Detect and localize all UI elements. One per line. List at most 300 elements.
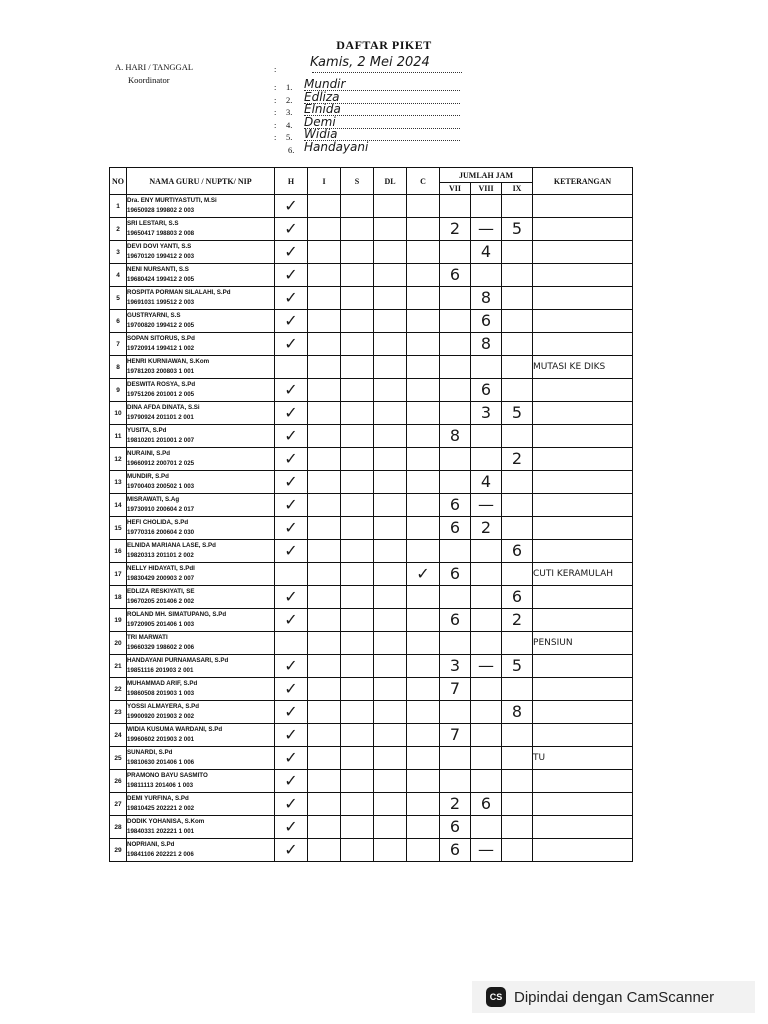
cell-ix: 5: [502, 402, 533, 425]
cell-ix: [502, 678, 533, 701]
cell-c: [407, 816, 440, 839]
cell-ix: [502, 195, 533, 218]
cell-ix: [502, 839, 533, 862]
table-row: [110, 609, 633, 632]
cell-keterangan: [533, 770, 633, 793]
officer-name: Edliza: [304, 89, 340, 104]
cell-i: [308, 632, 341, 655]
cell-keterangan: [533, 655, 633, 678]
cell-viii: [471, 632, 502, 655]
header-jumlah-jam: JUMLAH JAM: [440, 168, 533, 183]
cell-keterangan: [533, 586, 633, 609]
cell-ix: [502, 724, 533, 747]
cell-dl: [374, 793, 407, 816]
cell-vii: 6: [440, 816, 471, 839]
cell-dl: [374, 310, 407, 333]
cell-i: [308, 218, 341, 241]
header-i: I: [308, 168, 341, 195]
cell-vii: [440, 356, 471, 379]
cell-keterangan: [533, 701, 633, 724]
cell-keterangan: [533, 678, 633, 701]
teacher-name: ELNIDA MARIANA LASE, S.Pd: [127, 542, 216, 549]
cell-keterangan: [533, 241, 633, 264]
cell-no: 19: [110, 609, 127, 632]
table-row: [110, 770, 633, 793]
officer-number: 5.: [286, 132, 293, 142]
cell-i: [308, 448, 341, 471]
cell-viii: —: [471, 839, 502, 862]
cell-no: 17: [110, 563, 127, 586]
cell-c: [407, 402, 440, 425]
cell-keterangan: [533, 264, 633, 287]
cell-teacher: [127, 379, 275, 402]
cell-viii: [471, 701, 502, 724]
cell-dl: [374, 563, 407, 586]
cell-viii: 6: [471, 793, 502, 816]
cell-h: ✓: [275, 701, 308, 724]
table-row: [110, 632, 633, 655]
cell-s: [341, 287, 374, 310]
header-ix: IX: [502, 183, 533, 195]
teacher-name: ROSPITA PORMAN SILALAHI, S.Pd: [127, 289, 231, 296]
cell-no: 9: [110, 379, 127, 402]
cell-teacher: [127, 724, 275, 747]
teacher-name: EDLIZA RESKIYATI, SE: [127, 588, 195, 595]
teacher-nip: 19900920 201903 2 002: [127, 713, 195, 720]
cell-ix: [502, 632, 533, 655]
cell-h: ✓: [275, 379, 308, 402]
cell-h: [275, 563, 308, 586]
cell-i: [308, 333, 341, 356]
header-c: C: [407, 168, 440, 195]
cell-teacher: [127, 655, 275, 678]
teacher-nip: 19960602 201903 2 001: [127, 736, 195, 743]
cell-s: [341, 609, 374, 632]
teacher-nip: 19781203 200803 1 001: [127, 368, 195, 375]
cell-vii: 8: [440, 425, 471, 448]
cell-c: [407, 264, 440, 287]
cell-no: 15: [110, 517, 127, 540]
teacher-name: DEVI DOVI YANTI, S.S: [127, 243, 192, 250]
teacher-nip: 19680424 199412 2 005: [127, 276, 195, 283]
cell-i: [308, 471, 341, 494]
cell-i: [308, 793, 341, 816]
teacher-nip: 19810201 201001 2 007: [127, 437, 195, 444]
cell-i: [308, 724, 341, 747]
date-value: Kamis, 2 Mei 2024: [310, 55, 430, 70]
cell-viii: 6: [471, 310, 502, 333]
camscanner-logo-icon: CS: [486, 987, 506, 1007]
cell-viii: [471, 195, 502, 218]
teacher-name: ROLAND MH. SIMATUPANG, S.Pd: [127, 611, 227, 618]
cell-no: 23: [110, 701, 127, 724]
cell-teacher: [127, 839, 275, 862]
table-row: [110, 816, 633, 839]
officer-name: Demi: [304, 114, 336, 129]
teacher-nip: 19790924 201101 2 001: [127, 414, 194, 421]
cell-dl: [374, 356, 407, 379]
table-row: [110, 356, 633, 379]
cell-ix: 6: [502, 540, 533, 563]
cell-no: 29: [110, 839, 127, 862]
table-row: [110, 701, 633, 724]
cell-i: [308, 425, 341, 448]
cell-viii: [471, 356, 502, 379]
cell-no: 24: [110, 724, 127, 747]
cell-keterangan: [533, 494, 633, 517]
cell-dl: [374, 724, 407, 747]
cell-viii: [471, 747, 502, 770]
cell-vii: [440, 701, 471, 724]
cell-viii: —: [471, 655, 502, 678]
officer-number: 1.: [286, 82, 293, 92]
cell-s: [341, 425, 374, 448]
cell-keterangan: [533, 310, 633, 333]
teacher-nip: 19720905 201406 1 003: [127, 621, 195, 628]
teacher-nip: 19820313 201101 2 002: [127, 552, 194, 559]
cell-c: [407, 540, 440, 563]
cell-dl: [374, 816, 407, 839]
table-row: [110, 310, 633, 333]
teacher-name: SOPAN SITORUS, S.Pd: [127, 335, 195, 342]
cell-s: [341, 310, 374, 333]
officer-number: 3.: [286, 107, 293, 117]
officer-colon: :: [274, 132, 277, 142]
cell-no: 1: [110, 195, 127, 218]
cell-vii: [440, 195, 471, 218]
cell-ix: [502, 494, 533, 517]
cell-no: 8: [110, 356, 127, 379]
cell-s: [341, 747, 374, 770]
cell-vii: 7: [440, 678, 471, 701]
cell-c: [407, 195, 440, 218]
cell-keterangan: [533, 517, 633, 540]
cell-keterangan: PENSIUN: [533, 632, 633, 655]
colon-date: :: [274, 64, 277, 74]
cell-teacher: [127, 517, 275, 540]
cell-c: [407, 241, 440, 264]
teacher-name: PRAMONO BAYU SASMITO: [127, 772, 208, 779]
header-viii: VIII: [471, 183, 502, 195]
teacher-name: YUSITA, S.Pd: [127, 427, 167, 434]
cell-no: 6: [110, 310, 127, 333]
cell-keterangan: [533, 793, 633, 816]
cell-ix: [502, 356, 533, 379]
cell-vii: 7: [440, 724, 471, 747]
cell-ix: [502, 287, 533, 310]
table-row: [110, 793, 633, 816]
cell-viii: [471, 264, 502, 287]
table-row: [110, 494, 633, 517]
teacher-name: HANDAYANI PURNAMASARI, S.Pd: [127, 657, 229, 664]
document-title: DAFTAR PIKET: [336, 38, 432, 52]
cell-i: [308, 701, 341, 724]
cell-h: ✓: [275, 839, 308, 862]
header-dl: DL: [374, 168, 407, 195]
cell-viii: —: [471, 218, 502, 241]
officer-number: 6.: [288, 144, 295, 155]
cell-vii: [440, 747, 471, 770]
cell-h: ✓: [275, 333, 308, 356]
teacher-nip: 19660912 200701 2 025: [127, 460, 195, 467]
cell-teacher: [127, 287, 275, 310]
cell-h: ✓: [275, 494, 308, 517]
cell-no: 13: [110, 471, 127, 494]
table-row: [110, 655, 633, 678]
cell-ix: [502, 310, 533, 333]
cell-dl: [374, 425, 407, 448]
cell-teacher: [127, 494, 275, 517]
cell-s: [341, 540, 374, 563]
cell-dl: [374, 471, 407, 494]
cell-dl: [374, 379, 407, 402]
teacher-nip: 19700820 199412 2 005: [127, 322, 195, 329]
teacher-name: HEFI CHOLIDA, S.Pd: [127, 519, 189, 526]
header-h: H: [275, 168, 308, 195]
cell-teacher: [127, 310, 275, 333]
cell-c: [407, 839, 440, 862]
teacher-nip: 19730910 200604 2 017: [127, 506, 195, 513]
cell-vii: 2: [440, 218, 471, 241]
cell-h: ✓: [275, 425, 308, 448]
cell-keterangan: [533, 402, 633, 425]
teacher-nip: 19720914 199412 1 002: [127, 345, 195, 352]
teacher-name: DESWITA ROSYA, S.Pd: [127, 381, 196, 388]
cell-no: 5: [110, 287, 127, 310]
cell-h: ✓: [275, 310, 308, 333]
cell-vii: [440, 379, 471, 402]
cell-teacher: [127, 264, 275, 287]
cell-dl: [374, 333, 407, 356]
cell-s: [341, 494, 374, 517]
cell-ix: 5: [502, 655, 533, 678]
teacher-name: NELLY HIDAYATI, S.PdI: [127, 565, 195, 572]
cell-teacher: [127, 195, 275, 218]
teacher-nip: 19670120 199412 2 003: [127, 253, 195, 260]
teacher-name: MUHAMMAD ARIF, S.Pd: [127, 680, 198, 687]
cell-viii: [471, 540, 502, 563]
cell-teacher: [127, 678, 275, 701]
teacher-nip: 19810425 202221 2 002: [127, 805, 195, 812]
officer-number: 2.: [286, 94, 293, 105]
cell-no: 18: [110, 586, 127, 609]
cell-dl: [374, 609, 407, 632]
teacher-nip: 19660329 198602 2 006: [127, 644, 195, 651]
cell-ix: [502, 747, 533, 770]
cell-c: [407, 678, 440, 701]
cell-teacher: [127, 793, 275, 816]
officer-name: Elnida: [304, 102, 341, 116]
cell-vii: [440, 770, 471, 793]
teacher-nip: 19851116 201903 2 001: [127, 667, 194, 674]
cell-h: ✓: [275, 448, 308, 471]
cell-teacher: [127, 218, 275, 241]
cell-keterangan: [533, 425, 633, 448]
officer-colon: :: [274, 82, 277, 92]
cell-teacher: [127, 701, 275, 724]
cell-i: [308, 310, 341, 333]
cell-c: [407, 425, 440, 448]
cell-keterangan: [533, 540, 633, 563]
cell-dl: [374, 218, 407, 241]
teacher-nip: 19650417 198803 2 008: [127, 230, 195, 237]
cell-keterangan: MUTASI KE DIKS: [533, 356, 633, 379]
hari-tanggal-label: A. HARI / TANGGAL: [115, 62, 194, 72]
cell-h: ✓: [275, 655, 308, 678]
cell-h: [275, 632, 308, 655]
cell-h: ✓: [275, 402, 308, 425]
cell-teacher: [127, 609, 275, 632]
cell-viii: 8: [471, 287, 502, 310]
cell-s: [341, 793, 374, 816]
cell-s: [341, 402, 374, 425]
cell-s: [341, 241, 374, 264]
cell-no: 20: [110, 632, 127, 655]
cell-no: 11: [110, 425, 127, 448]
cell-s: [341, 701, 374, 724]
cell-vii: 6: [440, 609, 471, 632]
cell-i: [308, 379, 341, 402]
cell-keterangan: CUTI KERAMULAH: [533, 563, 633, 586]
cell-ix: 8: [502, 701, 533, 724]
cell-no: 28: [110, 816, 127, 839]
cell-s: [341, 724, 374, 747]
table-row: [110, 379, 633, 402]
cell-c: [407, 379, 440, 402]
cell-no: 27: [110, 793, 127, 816]
koordinator-label: Koordinator: [128, 75, 170, 85]
cell-ix: 2: [502, 448, 533, 471]
table-row: [110, 425, 633, 448]
cell-dl: [374, 701, 407, 724]
cell-c: [407, 724, 440, 747]
cell-vii: 6: [440, 563, 471, 586]
officer-name: Mundir: [304, 77, 346, 91]
cell-vii: [440, 333, 471, 356]
cell-i: [308, 586, 341, 609]
cell-i: [308, 609, 341, 632]
cell-i: [308, 356, 341, 379]
cell-vii: [440, 402, 471, 425]
cell-viii: 4: [471, 471, 502, 494]
cell-c: [407, 655, 440, 678]
cell-i: [308, 494, 341, 517]
cell-keterangan: TU: [533, 747, 633, 770]
cell-c: [407, 770, 440, 793]
table-row: [110, 540, 633, 563]
cell-ix: [502, 241, 533, 264]
cell-s: [341, 195, 374, 218]
cell-dl: [374, 678, 407, 701]
cell-ix: [502, 471, 533, 494]
cell-c: [407, 448, 440, 471]
cell-vii: [440, 471, 471, 494]
table-row: [110, 839, 633, 862]
cell-dl: [374, 839, 407, 862]
cell-s: [341, 678, 374, 701]
cell-no: 2: [110, 218, 127, 241]
cell-keterangan: [533, 218, 633, 241]
cell-dl: [374, 287, 407, 310]
cell-c: [407, 287, 440, 310]
officer-colon: :: [274, 107, 277, 117]
cell-c: [407, 747, 440, 770]
cell-vii: [440, 287, 471, 310]
teacher-name: DEMI YURFINA, S.Pd: [127, 795, 189, 802]
table-row: [110, 195, 633, 218]
cell-teacher: [127, 586, 275, 609]
teacher-nip: 19830429 200903 2 007: [127, 575, 195, 582]
cell-ix: [502, 816, 533, 839]
cell-i: [308, 655, 341, 678]
teacher-nip: 19751206 201001 2 005: [127, 391, 195, 398]
cell-dl: [374, 632, 407, 655]
cell-no: 21: [110, 655, 127, 678]
table-row: [110, 563, 633, 586]
cell-viii: [471, 586, 502, 609]
teacher-nip: 19691031 199512 2 003: [127, 299, 195, 306]
table-row: [110, 678, 633, 701]
cell-teacher: [127, 471, 275, 494]
teacher-name: DINA AFDA DINATA, S.Si: [127, 404, 200, 411]
cell-keterangan: [533, 448, 633, 471]
cell-h: ✓: [275, 770, 308, 793]
cell-h: ✓: [275, 218, 308, 241]
cell-teacher: [127, 333, 275, 356]
cell-i: [308, 816, 341, 839]
cell-viii: 8: [471, 333, 502, 356]
header-no: NO: [110, 168, 127, 195]
header-keterangan: KETERANGAN: [533, 168, 633, 195]
cell-dl: [374, 770, 407, 793]
teacher-nip: 19700403 200502 1 003: [127, 483, 195, 490]
cell-h: ✓: [275, 609, 308, 632]
teacher-name: HENRI KURNIAWAN, S.Kom: [127, 358, 210, 365]
cell-c: [407, 333, 440, 356]
cell-s: [341, 448, 374, 471]
piket-table: [109, 167, 633, 862]
cell-vii: [440, 448, 471, 471]
cell-h: ✓: [275, 816, 308, 839]
cell-c: [407, 586, 440, 609]
teacher-name: NURAINI, S.Pd: [127, 450, 170, 457]
teacher-name: DODIK YOHANISA, S.Kom: [127, 818, 205, 825]
cell-s: [341, 816, 374, 839]
cell-teacher: [127, 632, 275, 655]
cell-viii: [471, 563, 502, 586]
cell-c: [407, 701, 440, 724]
cell-teacher: [127, 747, 275, 770]
cell-no: 7: [110, 333, 127, 356]
cell-i: [308, 517, 341, 540]
cell-c: [407, 632, 440, 655]
cell-dl: [374, 655, 407, 678]
cell-teacher: [127, 402, 275, 425]
header-vii: VII: [440, 183, 471, 195]
cell-vii: 2: [440, 793, 471, 816]
header-name: NAMA GURU / NUPTK/ NIP: [127, 168, 275, 195]
cell-h: ✓: [275, 678, 308, 701]
teacher-name: MUNDIR, S.Pd: [127, 473, 169, 480]
cell-h: ✓: [275, 586, 308, 609]
table-row: [110, 241, 633, 264]
cell-h: ✓: [275, 241, 308, 264]
cell-i: [308, 747, 341, 770]
cell-viii: [471, 609, 502, 632]
cell-c: [407, 609, 440, 632]
teacher-name: YOSSI ALMAYERA, S.Pd: [127, 703, 200, 710]
cell-teacher: [127, 241, 275, 264]
